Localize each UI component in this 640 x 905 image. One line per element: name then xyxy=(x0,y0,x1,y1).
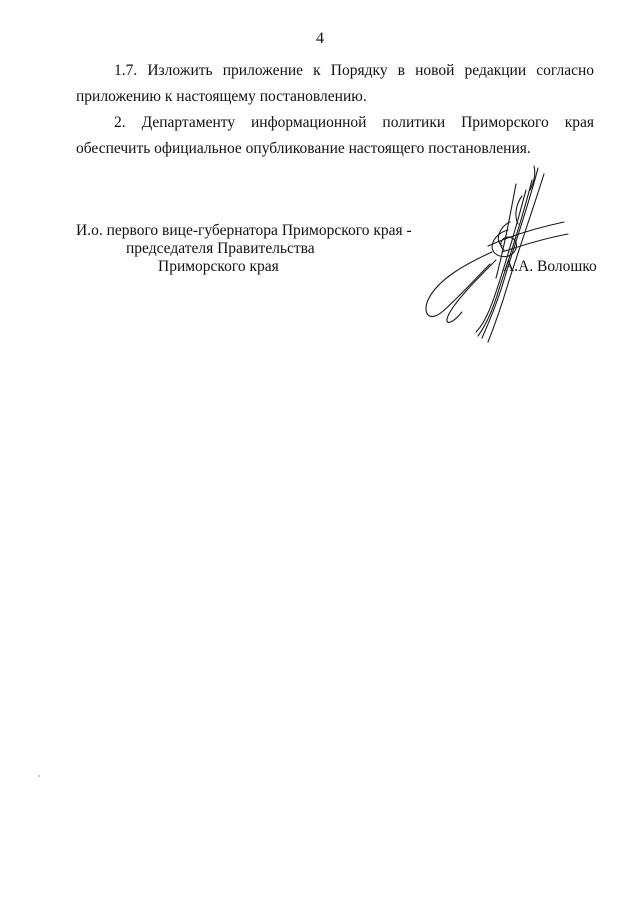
paragraph-2 xyxy=(76,110,594,162)
page-number: 4 xyxy=(316,30,324,47)
signer-title-line-3: Приморского края xyxy=(158,258,279,275)
signature-stroke xyxy=(476,190,526,332)
paragraph-2-first-line: 2. Департаменту информационной политики Приморского края xyxy=(114,114,594,131)
signer-name: А.А. Волошко xyxy=(503,258,597,275)
signer-title-line-1: И.о. первого вице-губернатора Приморского края - xyxy=(76,222,412,239)
signature-stroke xyxy=(426,252,492,316)
handwritten-signature xyxy=(418,160,588,345)
signature-stroke xyxy=(447,260,496,322)
scan-speck xyxy=(38,775,40,777)
paragraph-1-7-first-line: 1.7. Изложить приложение к Порядку в новой редакции согласно xyxy=(114,62,594,79)
paragraph-2-continuation: обеспечить официальное опубликование настоящего постановления. xyxy=(76,140,531,157)
signature-stroke xyxy=(478,180,532,336)
signer-title-line-2: председателя Правительства xyxy=(126,240,315,257)
signature-stroke xyxy=(488,174,544,342)
paragraph-1-7 xyxy=(76,58,594,110)
paragraph-1-7-continuation: приложению к настоящему постановлению. xyxy=(76,88,367,105)
